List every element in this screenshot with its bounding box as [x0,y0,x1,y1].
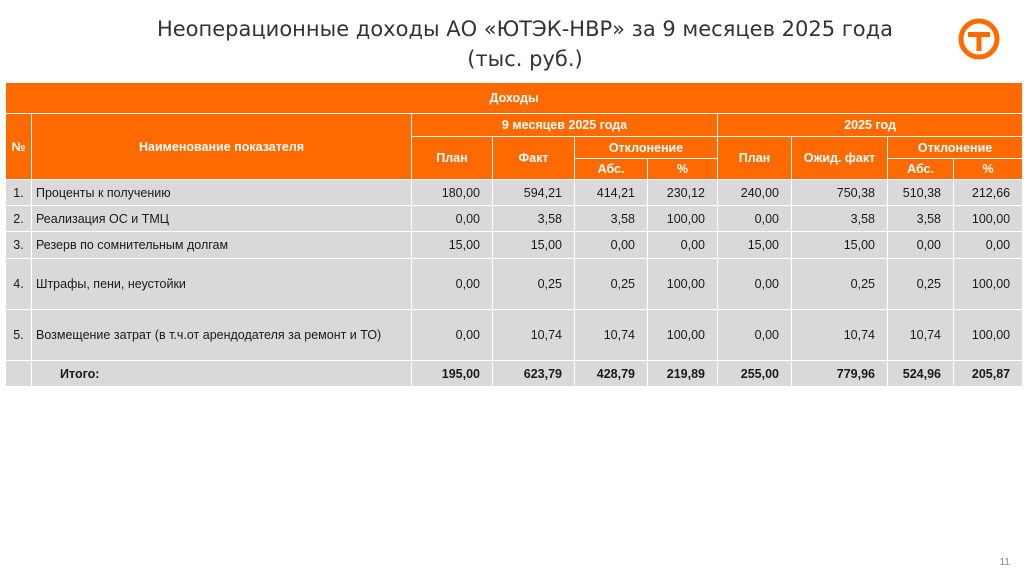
col-header-forecast: Ожид. факт [792,137,888,180]
col-header-pct-year: % [954,159,1023,180]
col-header-plan: План [412,137,493,180]
title-line-2: (тыс. руб.) [467,47,583,71]
col-header-name: Наименование показателя [32,114,412,180]
group-header-year: 2025 год [718,114,1023,137]
group-header-9-months: 9 месяцев 2025 года [412,114,718,137]
col-header-pct: % [648,159,718,180]
page-number: 11 [999,557,1010,568]
table-row: 1. Проценты к получению 180,00 594,21 414,21 230,12 240,00 750,38 510,38 212,66 [6,180,1023,206]
col-header-abs-year: Абс. [888,159,954,180]
company-logo-icon [957,17,1001,61]
col-header-deviation-year: Отклонение [888,137,1023,159]
table-caption: Доходы [6,83,1023,114]
total-label: Итого: [32,361,412,387]
col-header-fact: Факт [493,137,575,180]
table-row: 3. Резерв по сомнительным долгам 15,00 15,00 0,00 0,00 15,00 15,00 0,00 0,00 [6,232,1023,259]
col-header-deviation: Отклонение [575,137,718,159]
title-line-1: Неоперационные доходы АО «ЮТЭК-НВР» за 9 месяцев 2025 года [156,17,894,41]
col-header-no: № [6,114,32,180]
col-header-abs: Абс. [575,159,648,180]
table-row: 5. Возмещение затрат (в т.ч.от арендодателя за ремонт и ТО) 0,00 10,74 10,74 100,00 0,00 10,74 10,74 100,00 [6,310,1023,361]
income-table [5,82,1023,387]
table-row: 4. Штрафы, пени, неустойки 0,00 0,25 0,25 100,00 0,00 0,25 0,25 100,00 [6,259,1023,310]
table-row: 2. Реализация ОС и ТМЦ 0,00 3,58 3,58 100,00 0,00 3,58 3,58 100,00 [6,206,1023,232]
page-title [100,14,950,74]
col-header-plan-year: План [718,137,792,180]
total-row: Итого: 195,00 623,79 428,79 219,89 255,00 779,96 524,96 205,87 [6,361,1023,387]
